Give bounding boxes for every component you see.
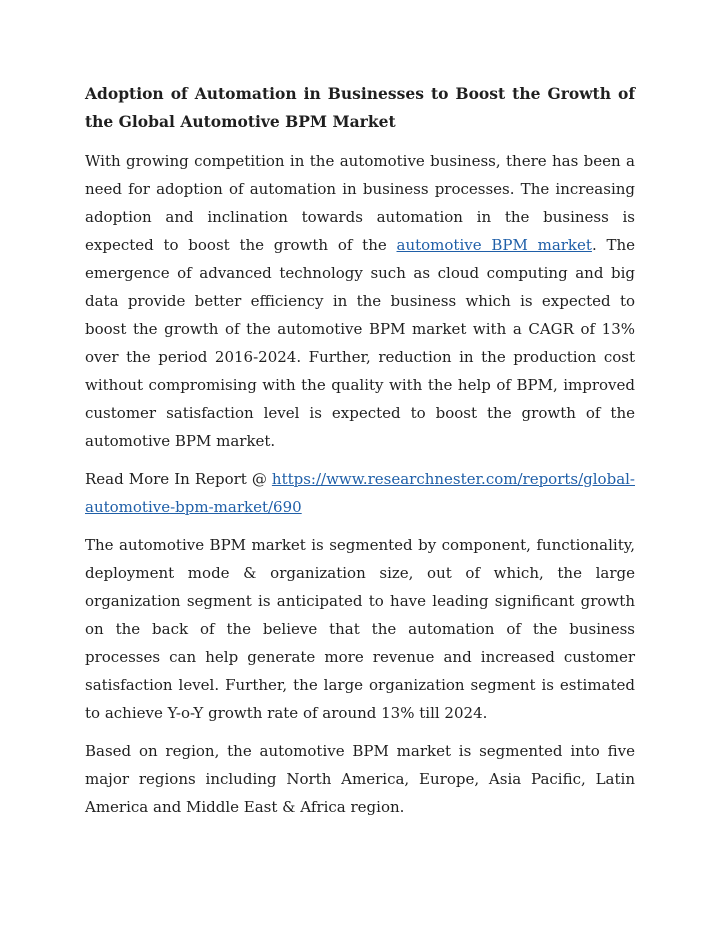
paragraph-regions: Based on region, the automotive BPM market is segmented into five major regions including North America, Europe, Asia Pacific, Latin America and Middle East & Africa region. bbox=[85, 742, 635, 816]
report-url-link[interactable]: https://www.researchnester.com/reports/global-automotive-bpm-market/690 bbox=[85, 470, 635, 516]
automotive-bpm-market-link[interactable]: automotive BPM market bbox=[396, 236, 592, 254]
read-more-prefix: Read More In Report @ bbox=[85, 470, 272, 488]
paragraph-intro bbox=[85, 147, 635, 455]
document-title: Adoption of Automation in Businesses to Boost the Growth of the Global Automotive BPM Market bbox=[85, 84, 635, 131]
paragraph-intro-text-after: . The emergence of advanced technology such as cloud computing and big data provide better efficiency in the business which is expected to boost the growth of the automotive BPM market with a CAGR of 13% over the period 2016-2024. Further, reduction in the production cost without compromising with the quality with the help of BPM, improved customer satisfaction level is expected to boost the growth of the automotive BPM market. bbox=[85, 236, 636, 450]
paragraph-read-more bbox=[85, 465, 635, 521]
paragraph-intro-text-before: With growing competition in the automotive business, there has been a need for adoption of automation in business processes. The increasing adoption and inclination towards automation in the business is expected to boost the growth of the bbox=[85, 152, 635, 254]
paragraph-segmentation: The automotive BPM market is segmented by component, functionality, deployment mode & organization size, out of which, the large organization segment is anticipated to have leading significant growth on the back of the believe that the automation of the business processes can help generate more revenue and increased customer satisfaction level. Further, the large organization segment is estimated to achieve Y-o-Y growth rate of around 13% till 2024. bbox=[85, 536, 635, 722]
document-page bbox=[85, 80, 635, 831]
